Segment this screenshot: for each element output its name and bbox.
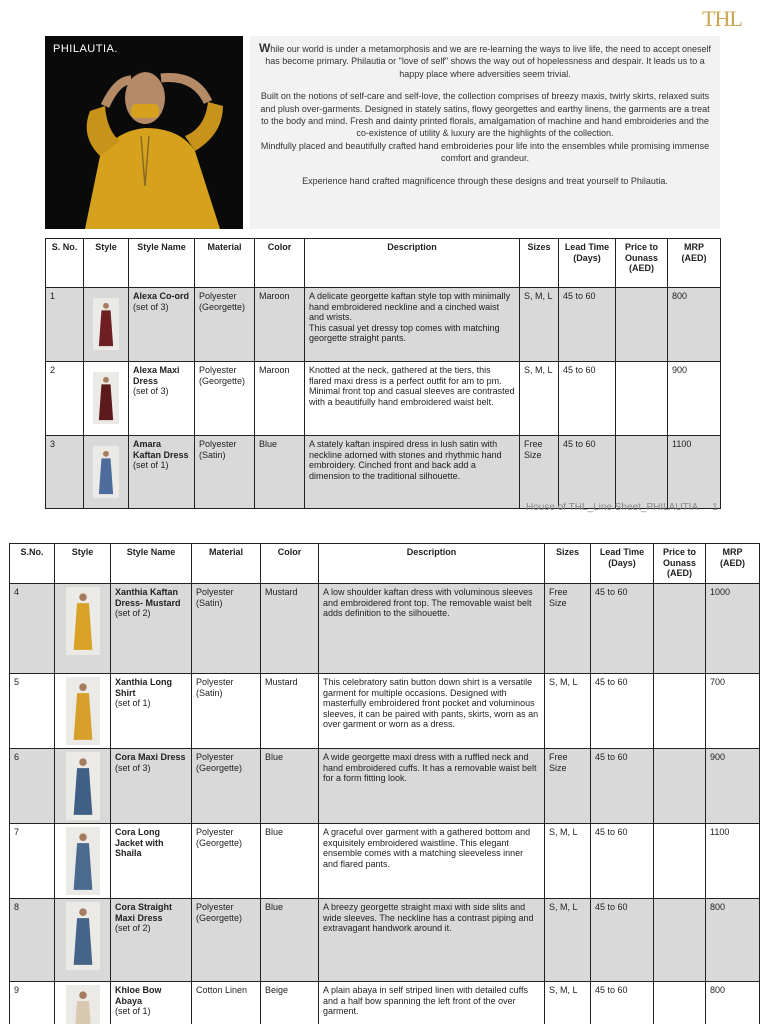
header-material: Material bbox=[195, 239, 255, 288]
hero-photo bbox=[45, 36, 243, 229]
cell-style-name bbox=[111, 824, 192, 899]
cell-price bbox=[654, 899, 706, 982]
intro-paragraph-1-text: hile our world is under a metamorphosis and we are re-learning the ways to live life, the need to accept oneself has become primary. Philautia or "love of self" shows the way out of hopelessness and despair. It leads us to a happy place where adversities seem trivial. bbox=[265, 44, 712, 79]
style-thumbnail bbox=[65, 677, 101, 745]
table-row bbox=[10, 674, 760, 749]
intro-paragraph-2: Built on the notions of self-care and self-love, the collection comprises of breezy maxis, twirly skirts, relaxed suits and plush over-garments. Designed in stately satins, flowy georgettes and earthy linens, the garments are a treat to the body and mind. Fresh and dainty printed florals, amalgamation of machine and hand embroideries and the co-existence of utility & luxury are the highlights of the collection. bbox=[260, 91, 710, 139]
header-color: Color bbox=[261, 544, 319, 584]
cell-material: Polyester (Satin) bbox=[192, 674, 261, 749]
cell-sno: 7 bbox=[10, 824, 55, 899]
cell-color: Blue bbox=[261, 749, 319, 824]
style-thumbnail bbox=[65, 985, 101, 1024]
header-color: Color bbox=[255, 239, 305, 288]
header-sizes: Sizes bbox=[545, 544, 591, 584]
header-material: Material bbox=[192, 544, 261, 584]
cell-description: Knotted at the neck, gathered at the tiers, this flared maxi dress is a perfect outfit for am to pm. Minimal front top and casual sleeves are contrasted with a beautifully hand embroidered waist belt. bbox=[305, 362, 520, 436]
cell-style bbox=[55, 824, 111, 899]
cell-sizes: Free Size bbox=[545, 749, 591, 824]
cell-sizes: S, M, L bbox=[520, 362, 559, 436]
cell-lead-time: 45 to 60 bbox=[591, 749, 654, 824]
cell-style bbox=[84, 436, 129, 509]
cell-color: Blue bbox=[255, 436, 305, 509]
cell-lead-time: 45 to 60 bbox=[591, 674, 654, 749]
table-row bbox=[46, 288, 721, 362]
cell-color: Maroon bbox=[255, 288, 305, 362]
line-sheet-table-2 bbox=[9, 543, 760, 1024]
cell-material: Polyester (Georgette) bbox=[195, 288, 255, 362]
style-set: (set of 3) bbox=[133, 386, 169, 397]
header-lead-time: Lead Time (Days) bbox=[559, 239, 616, 288]
cell-color: Beige bbox=[261, 982, 319, 1024]
cell-price bbox=[616, 436, 668, 509]
header-sizes: Sizes bbox=[520, 239, 559, 288]
intro-paragraph-1 bbox=[258, 42, 712, 80]
cell-sno: 4 bbox=[10, 584, 55, 674]
dropcap: W bbox=[258, 41, 271, 55]
cell-style bbox=[55, 749, 111, 824]
cell-material: Polyester (Georgette) bbox=[195, 362, 255, 436]
cell-style-name bbox=[111, 899, 192, 982]
intro-panel bbox=[250, 36, 720, 229]
style-name: Alexa Co-ord bbox=[133, 291, 190, 301]
cell-mrp: 800 bbox=[668, 288, 721, 362]
style-set: (set of 2) bbox=[115, 608, 151, 619]
cell-mrp: 800 bbox=[706, 899, 760, 982]
cell-color: Blue bbox=[261, 824, 319, 899]
cell-style-name bbox=[111, 749, 192, 824]
cell-sno: 5 bbox=[10, 674, 55, 749]
cell-lead-time: 45 to 60 bbox=[559, 288, 616, 362]
header-style: Style bbox=[55, 544, 111, 584]
model-illustration bbox=[45, 36, 243, 229]
table-row bbox=[46, 436, 721, 509]
cell-material: Polyester (Georgette) bbox=[192, 749, 261, 824]
style-name: Cora Straight Maxi Dress bbox=[115, 902, 173, 923]
table-row bbox=[10, 749, 760, 824]
header-style-name: Style Name bbox=[129, 239, 195, 288]
page-number: 1 bbox=[712, 502, 718, 513]
style-set: (set of 1) bbox=[133, 460, 169, 471]
cell-price bbox=[616, 288, 668, 362]
cell-sizes: S, M, L bbox=[545, 982, 591, 1024]
cell-mrp: 1000 bbox=[706, 584, 760, 674]
style-set: (set of 1) bbox=[115, 698, 151, 709]
style-set: (set of 2) bbox=[115, 923, 151, 934]
cell-price bbox=[654, 584, 706, 674]
cell-style-name bbox=[129, 288, 195, 362]
header-sno: S. No. bbox=[46, 239, 84, 288]
cell-description: A plain abaya in self striped linen with detailed cuffs and a half bow spanning the left front of the over garment. bbox=[319, 982, 545, 1024]
table-row bbox=[10, 824, 760, 899]
cell-style bbox=[84, 288, 129, 362]
cell-sno: 8 bbox=[10, 899, 55, 982]
style-thumbnail bbox=[93, 439, 119, 505]
cell-mrp: 800 bbox=[706, 982, 760, 1024]
header-description: Description bbox=[305, 239, 520, 288]
cell-color: Blue bbox=[261, 899, 319, 982]
style-set: (set of 3) bbox=[133, 301, 169, 312]
cell-color: Mustard bbox=[261, 584, 319, 674]
cell-material: Polyester (Satin) bbox=[195, 436, 255, 509]
style-thumbnail bbox=[93, 365, 119, 431]
style-name: Khloe Bow Abaya bbox=[115, 985, 162, 1006]
style-name: Alexa Maxi Dress bbox=[133, 365, 180, 386]
header-price: Price to Ounass (AED) bbox=[654, 544, 706, 584]
intro-paragraph-4: Experience hand crafted magnificence through these designs and treat yourself to Philautia. bbox=[302, 175, 668, 186]
style-set: (set of 1) bbox=[115, 1006, 151, 1017]
cell-description: A graceful over garment with a gathered bottom and exquisitely embroidered waistline. This elegant ensemble comes with a matching sleeveless inner and flared pants. bbox=[319, 824, 545, 899]
cell-description: A delicate georgette kaftan style top with minimally hand embroidered neckline and a cinched waist and wrists. This casual yet dressy top comes with matching georgette straight pants. bbox=[305, 288, 520, 362]
cell-style-name bbox=[111, 584, 192, 674]
style-name: Xanthia Kaftan Dress- Mustard bbox=[115, 587, 181, 608]
cell-style bbox=[55, 674, 111, 749]
cell-description: A wide georgette maxi dress with a ruffled neck and hand embroidered cuffs. It has a removable waist belt for a form fitting look. bbox=[319, 749, 545, 824]
cell-description: This celebratory satin button down shirt is a versatile garment for multiple occasions. Designed with masterfully embroidered front pocket and voluminous sleeves, it can be paired with pants, skirts, worn as an over garment or worn as a dress. bbox=[319, 674, 545, 749]
cell-style-name bbox=[111, 674, 192, 749]
header-price: Price to Ounass (AED) bbox=[616, 239, 668, 288]
cell-mrp: 900 bbox=[668, 362, 721, 436]
style-name: Amara Kaftan Dress bbox=[133, 439, 189, 460]
cell-sizes: S, M, L bbox=[520, 288, 559, 362]
table-row bbox=[10, 584, 760, 674]
intro-paragraph-3: Mindfully placed and beautifully crafted hand embroideries pour life into the ensembles while promising immense comfort and grandeur. bbox=[260, 140, 710, 164]
style-name: Cora Long Jacket with Shaila bbox=[115, 827, 164, 859]
cell-sizes: Free Size bbox=[520, 436, 559, 509]
cell-mrp: 1100 bbox=[706, 824, 760, 899]
cell-price bbox=[654, 982, 706, 1024]
cell-style bbox=[55, 899, 111, 982]
cell-description: A breezy georgette straight maxi with side slits and wide sleeves. The neckline has a contrast piping and extravagant handwork around it. bbox=[319, 899, 545, 982]
header-description: Description bbox=[319, 544, 545, 584]
style-thumbnail bbox=[93, 291, 119, 357]
cell-style-name bbox=[111, 982, 192, 1024]
cell-sno: 6 bbox=[10, 749, 55, 824]
cell-lead-time: 45 to 60 bbox=[591, 899, 654, 982]
cell-sno: 2 bbox=[46, 362, 84, 436]
style-name: Xanthia Long Shirt bbox=[115, 677, 172, 698]
cell-mrp: 1100 bbox=[668, 436, 721, 509]
cell-lead-time: 45 to 60 bbox=[559, 362, 616, 436]
style-thumbnail bbox=[65, 902, 101, 970]
cell-material: Cotton Linen bbox=[192, 982, 261, 1024]
cell-color: Maroon bbox=[255, 362, 305, 436]
cell-sno: 9 bbox=[10, 982, 55, 1024]
cell-price bbox=[616, 362, 668, 436]
cell-lead-time: 45 to 60 bbox=[591, 982, 654, 1024]
cell-color: Mustard bbox=[261, 674, 319, 749]
header-style: Style bbox=[84, 239, 129, 288]
table-row bbox=[46, 362, 721, 436]
cell-material: Polyester (Satin) bbox=[192, 584, 261, 674]
cell-sno: 1 bbox=[46, 288, 84, 362]
cell-sizes: S, M, L bbox=[545, 899, 591, 982]
cell-material: Polyester (Georgette) bbox=[192, 824, 261, 899]
brand-title: PHILAUTIA. bbox=[53, 43, 118, 55]
cell-description: A stately kaftan inspired dress in lush satin with neckline adorned with stones and rhythmic hand embroidery. Cinched front and back add a dimension to the traditional silhouette. bbox=[305, 436, 520, 509]
header-mrp: MRP (AED) bbox=[706, 544, 760, 584]
cell-price bbox=[654, 749, 706, 824]
cell-sizes: S, M, L bbox=[545, 824, 591, 899]
cell-mrp: 700 bbox=[706, 674, 760, 749]
cell-style bbox=[55, 584, 111, 674]
table-row bbox=[10, 982, 760, 1024]
table-header-row bbox=[46, 239, 721, 288]
cell-material: Polyester (Georgette) bbox=[192, 899, 261, 982]
cell-style-name bbox=[129, 436, 195, 509]
cell-description: A low shoulder kaftan dress with voluminous sleeves and embroidered front top. The removable waist belt adds definition to the silhouette. bbox=[319, 584, 545, 674]
style-name: Cora Maxi Dress bbox=[115, 752, 186, 762]
header-mrp: MRP (AED) bbox=[668, 239, 721, 288]
cell-price bbox=[654, 824, 706, 899]
style-thumbnail bbox=[65, 752, 101, 820]
footer-text: House of THL_Line Sheet_PHILAUTIA bbox=[526, 502, 699, 513]
style-thumbnail bbox=[65, 587, 101, 655]
cell-mrp: 900 bbox=[706, 749, 760, 824]
header-lead-time: Lead Time (Days) bbox=[591, 544, 654, 584]
page-footer bbox=[526, 502, 718, 513]
cell-lead-time: 45 to 60 bbox=[591, 824, 654, 899]
cell-sizes: S, M, L bbox=[545, 674, 591, 749]
cell-sizes: Free Size bbox=[545, 584, 591, 674]
cell-lead-time: 45 to 60 bbox=[591, 584, 654, 674]
style-set: (set of 3) bbox=[115, 762, 151, 773]
style-thumbnail bbox=[65, 827, 101, 895]
header-sno: S.No. bbox=[10, 544, 55, 584]
brand-logo: THL bbox=[702, 6, 742, 31]
line-sheet-table-1 bbox=[45, 238, 721, 509]
header-style-name: Style Name bbox=[111, 544, 192, 584]
cell-style bbox=[55, 982, 111, 1024]
cell-lead-time: 45 to 60 bbox=[559, 436, 616, 509]
cell-style-name bbox=[129, 362, 195, 436]
table-header-row bbox=[10, 544, 760, 584]
cell-style bbox=[84, 362, 129, 436]
cell-sno: 3 bbox=[46, 436, 84, 509]
cell-price bbox=[654, 674, 706, 749]
table-row bbox=[10, 899, 760, 982]
